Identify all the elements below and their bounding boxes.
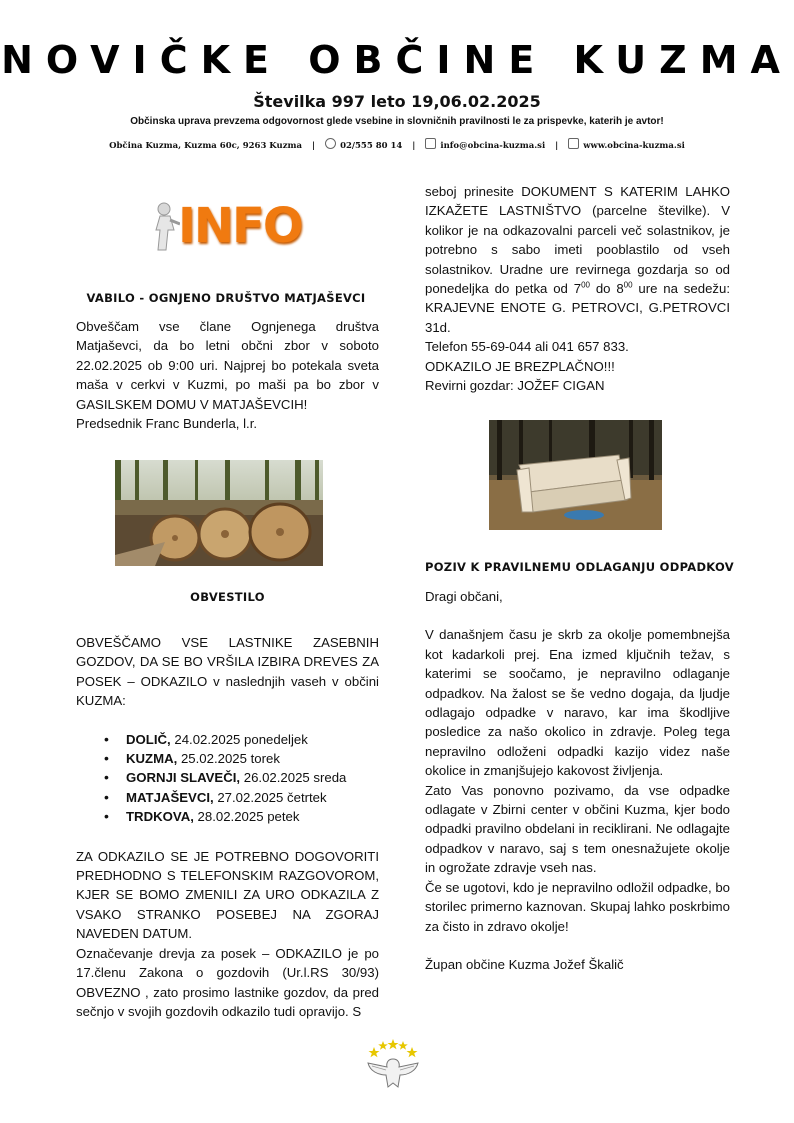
hour-to: 8 <box>616 281 624 297</box>
waste-title: POZIV K PRAVILNEMU ODLAGANJU ODPADKOV <box>425 560 734 574</box>
phone-notice: ZA ODKAZILO SE JE POTREBNO DOGOVORITI PREDHODNO S TELEFONSKIM RAZGOVOROM, KJER SE BOMO ZMENILI ZA URO ODKAZILA Z VSAKO STRANKO POSEBEJ NA ZGORAJ NAVEDEN DATUM. <box>76 848 379 942</box>
forester-phone: Telefon 55-69-044 ali 041 657 833. <box>425 339 629 355</box>
hour-from-minutes: 00 <box>581 280 590 290</box>
disclaimer: Občinska uprava prevzema odgovornost glede vsebine in slovničnih pravilnosti le za prispevke, katerih je avtor! <box>130 116 664 127</box>
separator: | <box>312 141 316 151</box>
contact-bar <box>0 138 794 151</box>
waste-paragraph-2: Zato Vas ponovno pozivamo, da vse odpadke odlagate v Zbirni center v občini Kuzma, kjer bodo odpadki pravilno obdelani in reciklirani. Ne odlagajte odpadkov v naravo, saj s tem onesnažujete okolje in ogrožate zdravje vseh nas. <box>425 782 730 876</box>
web-icon <box>568 138 579 149</box>
list-item <box>126 749 379 768</box>
village-date: 25.02.2025 torek <box>177 751 280 767</box>
notice-continued-text <box>425 182 730 337</box>
hour-to-minutes: 00 <box>623 280 633 290</box>
email-link[interactable]: info@obcina-kuzma.si <box>440 141 546 151</box>
issue-number: Številka 997 leto 19,06.02.2025 <box>253 92 541 111</box>
village-list <box>76 730 379 827</box>
phone-number[interactable]: 02/555 80 14 <box>340 141 403 151</box>
separator: | <box>412 141 416 151</box>
notice-section <box>76 633 379 1021</box>
notice-continued <box>425 182 730 395</box>
village-name: KUZMA, <box>126 751 178 767</box>
list-item <box>126 768 379 787</box>
waste-section <box>425 587 730 974</box>
newsletter-masthead: NOVIČKE OBČINE KUZMA <box>1 38 793 82</box>
info-word: INFO <box>178 198 302 254</box>
notice-title: OBVESTILO <box>190 590 265 604</box>
office-location: ure na sedežu: KRAJEVNE ENOTE G. PETROVCI, G.PETROVCI 31d. <box>425 281 730 335</box>
village-date: 24.02.2025 ponedeljek <box>170 731 308 747</box>
village-date: 28.02.2025 petek <box>193 809 300 825</box>
invitation-body: Obveščam vse člane Ognjenega društva Matjaševci, da bo letni občni zbor v soboto 22.02.2025 ob 9:00 uri. Najprej bo potekala sveta maša v cerkvi v Kuzmi, po maši pa bo zbor v GASILSKEM DOMU V MATJAŠEVCIH! <box>76 319 379 412</box>
village-date: 26.02.2025 sreda <box>240 770 347 786</box>
logs-photo <box>115 460 323 566</box>
person-leaning-icon <box>150 200 180 252</box>
mayor-signature: Župan občine Kuzma Jožef Škalič <box>425 956 624 972</box>
website-link[interactable]: www.obcina-kuzma.si <box>583 141 685 151</box>
list-item <box>126 730 379 749</box>
waste-paragraph-3: Če se ugotovi, kdo je nepravilno odložil odpadke, bo storilec primerno kaznovan. Skupaj lahko poskrbimo za čisto in zdravo okolje! <box>425 879 730 934</box>
municipality-emblem <box>360 1035 426 1095</box>
village-date: 27.02.2025 četrtek <box>213 789 327 805</box>
village-name: DOLIČ, <box>126 731 171 747</box>
forester-name: Revirni gozdar: JOŽEF CIGAN <box>425 378 605 394</box>
notice-intro: OBVEŠČAMO VSE LASTNIKE ZASEBNIH GOZDOV, DA SE BO VRŠILA IZBIRA DREVES ZA POSEK – ODKAZILO v naslednjih vaseh v občini KUZMA: <box>76 635 379 709</box>
email-icon <box>425 138 436 149</box>
invitation-section <box>76 317 379 433</box>
village-name: MATJAŠEVCI, <box>126 789 214 805</box>
info-graphic <box>150 200 300 252</box>
list-item <box>126 807 379 826</box>
village-name: TRDKOVA, <box>126 809 194 825</box>
address: Občina Kuzma, Kuzma 60c, 9263 Kuzma <box>109 141 303 151</box>
invitation-signature: Predsednik Franc Bunderla, l.r. <box>76 416 258 432</box>
greeting: Dragi občani, <box>425 589 503 604</box>
free-notice: ODKAZILO JE BREZPLAČNO!!! <box>425 358 615 374</box>
phone-icon <box>325 138 336 149</box>
law-text: Označevanje drevja za posek – ODKAZILO je po 17.členu Zakona o gozdovih (Ur.l.RS 30/93) OBVEZNO , zato prosimo lastnike gozdov, da pred sečnjo v svojih gozdovih odkazilo tudi opravijo. S <box>76 945 379 1019</box>
continued-text: seboj prinesite DOKUMENT S KATERIM LAHKO IZKAŽETE LASTNIŠTVO (parcelne številke). V kolikor je na odkazovalni parceli več solastnikov, je potrebno s sabo imeti pooblastilo od vseh solastnikov. Uradne ure revirnega gozdarja so od ponedeljka do petka od <box>425 184 730 297</box>
separator: | <box>555 141 559 151</box>
dumped-sofa-photo <box>489 420 662 530</box>
list-item <box>126 788 379 807</box>
invitation-title: VABILO - OGNJENO DRUŠTVO MATJAŠEVCI <box>86 291 366 305</box>
hour-to-prefix: do <box>589 281 617 297</box>
hour-from: 7 <box>573 281 582 297</box>
waste-paragraph-1: V današnjem času je skrb za okolje pomembnejša kot kadarkoli prej. Ena izmed ključnih težav, s katerimi se soočamo, je nepravilno odlaganje odpadkov. Na žalost se še vedno dogaja, da ljudje odlagajo odpadke v naravo, kar ima škodljive posledice za našo okolico in zdravje. Poleg tega nepravilno odloženi odpadki kazijo videz naše okolice in zmanjšujejo kakovost življenja. <box>425 627 730 779</box>
village-name: GORNJI SLAVEČI, <box>126 770 241 786</box>
